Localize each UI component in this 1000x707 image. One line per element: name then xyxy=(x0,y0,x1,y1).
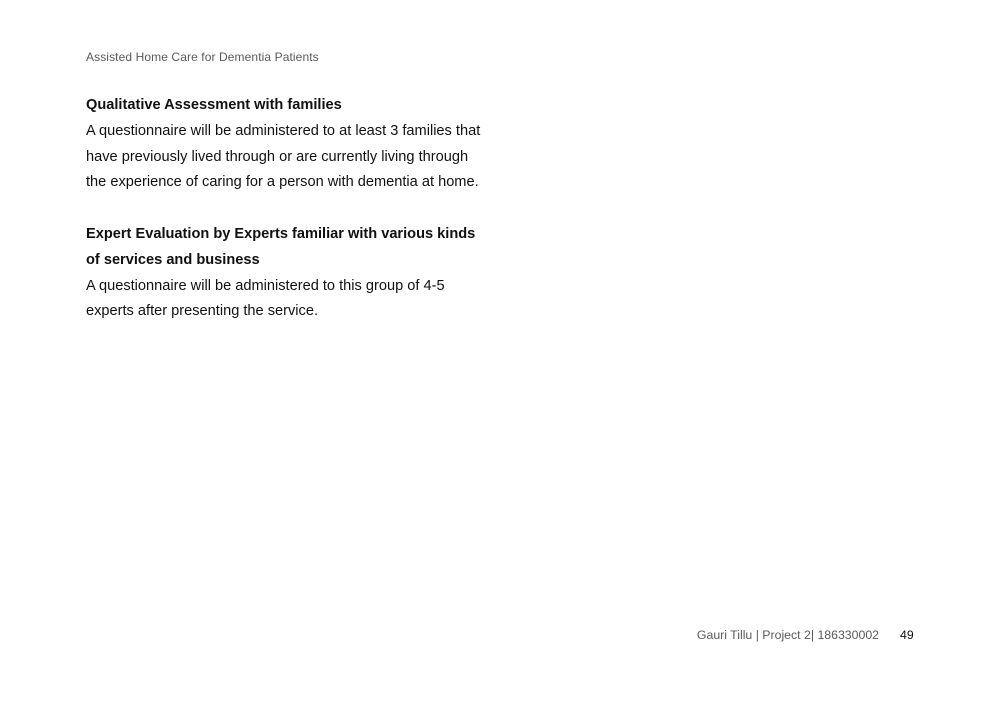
running-header-title: Assisted Home Care for Dementia Patients xyxy=(86,50,319,64)
page-content xyxy=(86,93,486,325)
section-heading: Qualitative Assessment with families xyxy=(86,97,342,113)
footer-credit: Gauri Tillu | Project 2| 186330002 xyxy=(696,628,879,642)
section-body: A questionnaire will be administered to this group of 4-5 experts after presenting the service. xyxy=(86,277,445,320)
section-body: A questionnaire will be administered to at least 3 families that have previously lived through or are currently living through the experience of caring for a person with dementia at home. xyxy=(86,122,481,191)
section-qualitative-assessment xyxy=(86,93,486,196)
page-footer xyxy=(0,628,1000,646)
section-expert-evaluation xyxy=(86,222,486,325)
section-heading: Expert Evaluation by Experts familiar with various kinds of services and business xyxy=(86,225,476,268)
page-number: 49 xyxy=(900,628,914,642)
